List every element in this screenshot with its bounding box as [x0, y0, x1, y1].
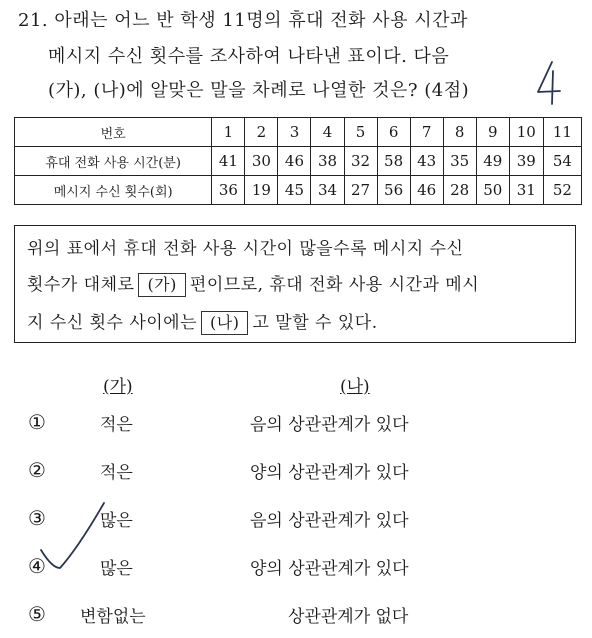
passage-text: 지 수신 횟수 사이에는: [27, 313, 198, 333]
value-cell: 32: [344, 147, 377, 176]
handwritten-answer-4: [538, 62, 560, 104]
choices-header-na: (나): [340, 377, 370, 397]
header-number-cell: 5: [344, 118, 377, 147]
value-cell: 54: [543, 147, 581, 176]
choice-ga: 변함없는: [80, 607, 146, 627]
choice-1[interactable]: [0, 410, 592, 446]
value-cell: 27: [344, 176, 377, 205]
value-cell: 28: [443, 176, 476, 205]
passage-text: 횟수가 대체로: [27, 275, 135, 295]
header-number-cell: 10: [509, 118, 543, 147]
header-number-cell: 4: [311, 118, 344, 147]
value-cell: 35: [443, 147, 476, 176]
choice-na: 양의 상관관계가 있다: [250, 559, 409, 579]
choice-2[interactable]: [0, 458, 592, 494]
choices-header-ga: (가): [103, 377, 133, 397]
data-table: [14, 117, 582, 205]
passage-box: [14, 225, 576, 343]
choice-number: ①: [28, 410, 46, 434]
value-cell: 31: [509, 176, 543, 205]
value-cell: 41: [212, 147, 245, 176]
table-header-row: [15, 118, 582, 147]
choice-na: 양의 상관관계가 있다: [250, 463, 409, 483]
choice-number: ⑤: [28, 602, 46, 626]
blank-na: (나): [201, 311, 248, 335]
value-cell: 58: [377, 147, 410, 176]
choice-ga: 적은: [100, 415, 133, 435]
header-number-cell: 11: [543, 118, 581, 147]
choice-ga: 많은: [100, 559, 133, 579]
choice-number: ④: [28, 554, 46, 578]
blank-ga: (가): [138, 273, 185, 297]
choice-5[interactable]: [0, 602, 592, 638]
choice-na: 상관관계가 없다: [288, 607, 409, 627]
passage-text: 고 말할 수 있다.: [252, 313, 378, 333]
value-cell: 34: [311, 176, 344, 205]
value-cell: 45: [278, 176, 311, 205]
value-cell: 43: [410, 147, 443, 176]
question-line-2: 메시지 수신 횟수를 조사하여 나타낸 표이다. 다음: [48, 46, 450, 67]
question-line-1: 21. 아래는 어느 반 학생 11명의 휴대 전화 사용 시간과: [18, 10, 468, 31]
choice-ga: 많은: [100, 511, 133, 531]
value-cell: 52: [543, 176, 581, 205]
value-cell: 39: [509, 147, 543, 176]
value-cell: 56: [377, 176, 410, 205]
choice-ga: 적은: [100, 463, 133, 483]
value-cell: 46: [410, 176, 443, 205]
value-cell: 36: [212, 176, 245, 205]
passage-line-3: [27, 308, 378, 335]
value-cell: 19: [245, 176, 278, 205]
choice-3[interactable]: [0, 506, 592, 542]
value-cell: 46: [278, 147, 311, 176]
table-row: [15, 176, 582, 205]
choice-na: 음의 상관관계가 있다: [250, 511, 409, 531]
value-cell: 50: [476, 176, 509, 205]
header-number-cell: 2: [245, 118, 278, 147]
header-number-cell: 7: [410, 118, 443, 147]
header-label-cell: 번호: [15, 118, 212, 147]
header-number-cell: 3: [278, 118, 311, 147]
row-label-cell: 메시지 수신 횟수(회): [15, 176, 212, 205]
header-number-cell: 1: [212, 118, 245, 147]
header-number-cell: 8: [443, 118, 476, 147]
question-line-3: (가), (나)에 알맞은 말을 차례로 나열한 것은? (4점): [48, 80, 470, 101]
choice-number: ②: [28, 458, 46, 482]
value-cell: 38: [311, 147, 344, 176]
value-cell: 30: [245, 147, 278, 176]
choice-na: 음의 상관관계가 있다: [250, 415, 409, 435]
choice-4[interactable]: [0, 554, 592, 590]
value-cell: 49: [476, 147, 509, 176]
header-number-cell: 6: [377, 118, 410, 147]
passage-text: 편이므로, 휴대 전화 사용 시간과 메시: [189, 275, 480, 295]
table-row: [15, 147, 582, 176]
choice-number: ③: [28, 506, 46, 530]
row-label-cell: 휴대 전화 사용 시간(분): [15, 147, 212, 176]
passage-line-1: 위의 표에서 휴대 전화 사용 시간이 많을수록 메시지 수신: [27, 239, 464, 259]
passage-line-2: [27, 270, 479, 297]
header-number-cell: 9: [476, 118, 509, 147]
